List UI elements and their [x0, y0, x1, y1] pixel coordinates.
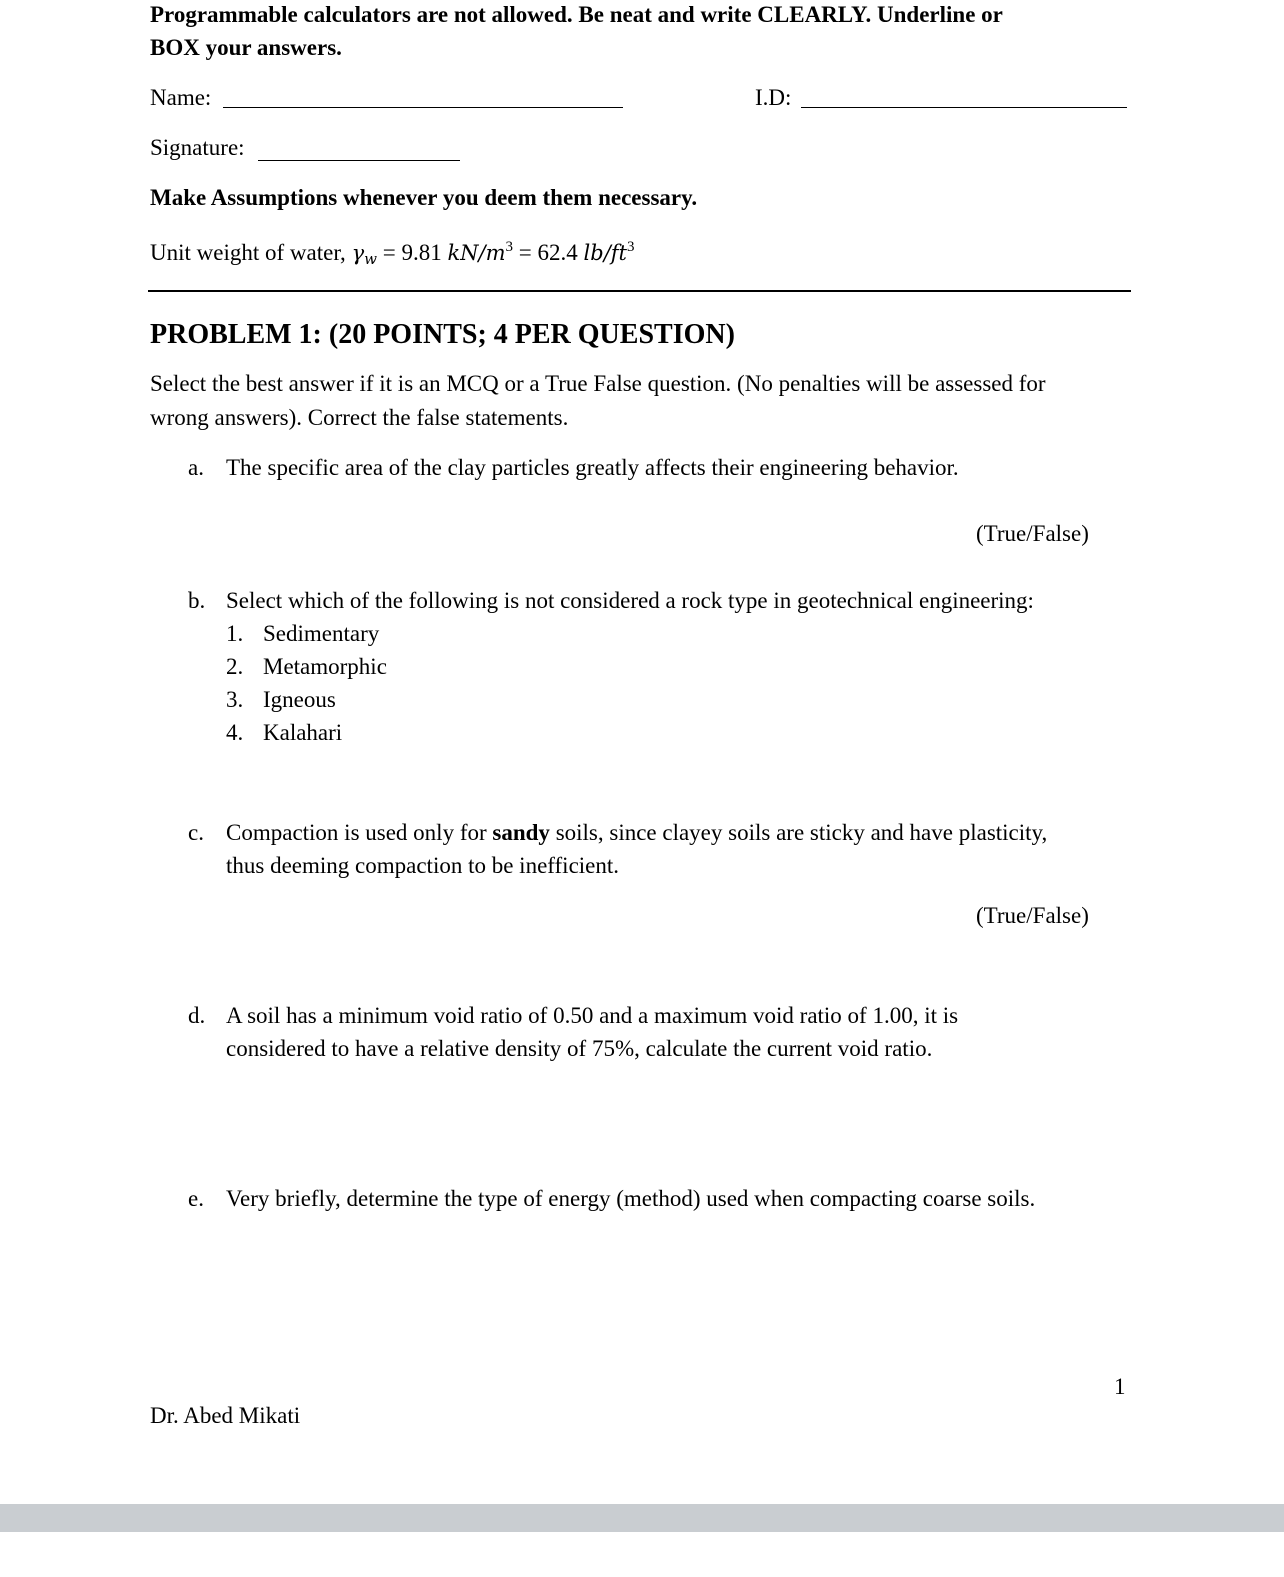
id-field[interactable]: [801, 107, 1127, 108]
problem-intro-line-2: wrong answers). Correct the false statements.: [150, 405, 569, 430]
name-label: Name:: [150, 85, 212, 110]
question-c-line-1: [226, 816, 1047, 849]
signature-field[interactable]: [258, 160, 460, 161]
unit-kn-exponent: 3: [505, 239, 514, 255]
problem-title: PROBLEM 1: (20 POINTS; 4 PER QUESTION): [150, 319, 735, 350]
instructions-line-2: BOX your answers.: [150, 35, 342, 60]
question-c-true-false: (True/False): [976, 903, 1089, 928]
question-c-line-2: thus deeming compaction to be inefficient.: [226, 853, 620, 878]
problem-intro-line-1: Select the best answer if it is an MCQ or a True False question. (No penalties will be assessed for: [150, 371, 1046, 396]
option-4-num: 4.: [226, 720, 244, 745]
question-c-line-1-post: soils, since clayey soils are sticky and have plasticity,: [549, 820, 1048, 845]
option-3-text: Igneous: [263, 687, 336, 712]
question-b-text: Select which of the following is not considered a rock type in geotechnical engineering:: [226, 588, 1034, 613]
question-a-true-false: (True/False): [976, 521, 1089, 546]
option-3-num: 3.: [226, 687, 244, 712]
unit-kn-per-m: kN/m: [447, 241, 506, 265]
option-1-text: Sedimentary: [263, 621, 380, 646]
unit-lb-per-ft: lb/ft: [583, 241, 627, 265]
question-d-line-2: considered to have a relative density of 75%, calculate the current void ratio.: [226, 1036, 933, 1061]
instructions-line-1: Programmable calculators are not allowed. Be neat and write CLEARLY. Underline or: [150, 2, 1003, 27]
viewer-bottom-bar: [0, 1504, 1284, 1532]
question-c-bold-word: sandy: [492, 820, 550, 845]
unit-weight-prefix: Unit weight of water,: [150, 240, 352, 265]
option-2-num: 2.: [226, 654, 244, 679]
question-a-text: The specific area of the clay particles greatly affects their engineering behavior.: [226, 455, 959, 480]
unit-lb-exponent: 3: [626, 239, 635, 255]
gamma-symbol: γ: [351, 241, 365, 265]
section-divider: [148, 290, 1131, 292]
option-2-text: Metamorphic: [263, 654, 387, 679]
page-number: 1: [1114, 1374, 1126, 1399]
assumptions-note: Make Assumptions whenever you deem them necessary.: [150, 185, 698, 210]
option-4-text: Kalahari: [263, 720, 343, 745]
question-c-letter: c.: [188, 820, 204, 845]
gamma-subscript: w: [364, 250, 377, 268]
signature-label: Signature:: [150, 135, 245, 160]
question-b-letter: b.: [188, 588, 206, 613]
unit-weight-eq2: = 62.4: [513, 240, 584, 265]
question-d-letter: d.: [188, 1003, 206, 1028]
option-1-num: 1.: [226, 621, 244, 646]
name-field[interactable]: [223, 107, 623, 108]
question-a-letter: a.: [188, 455, 204, 480]
question-d-line-1: A soil has a minimum void ratio of 0.50 and a maximum void ratio of 1.00, it is: [226, 1003, 959, 1028]
id-label: I.D:: [755, 85, 792, 110]
question-c-line-1-pre: Compaction is used only for: [226, 820, 493, 845]
question-e-letter: e.: [188, 1186, 204, 1211]
unit-weight-of-water: [150, 231, 634, 276]
question-e-text: Very briefly, determine the type of energy (method) used when compacting coarse soils.: [226, 1186, 1036, 1211]
footer-author: Dr. Abed Mikati: [150, 1403, 301, 1428]
unit-weight-eq1: = 9.81: [376, 240, 448, 265]
